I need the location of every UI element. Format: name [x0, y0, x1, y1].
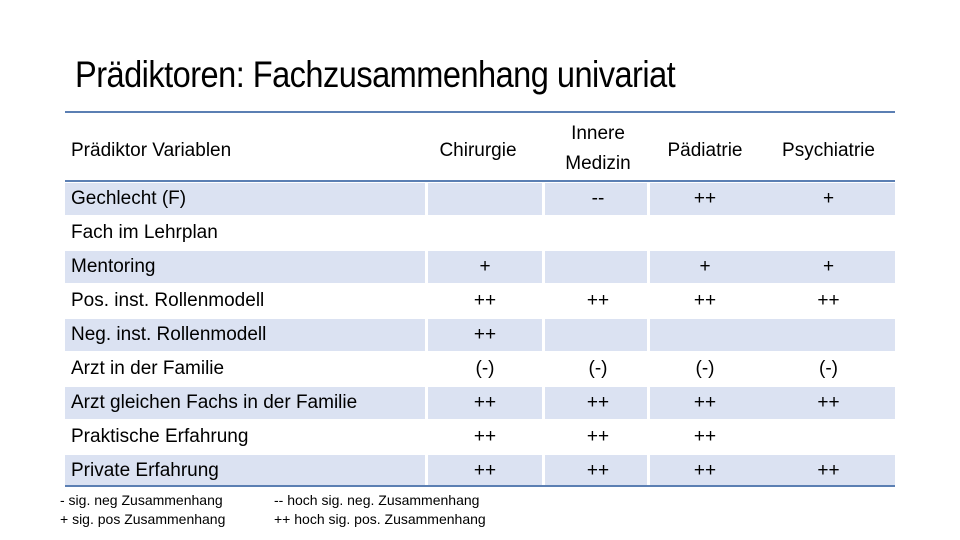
- cell-innere: ++: [586, 290, 610, 311]
- cell-psychiatrie: ++: [817, 460, 840, 481]
- cell-chirurgie: ++: [473, 290, 497, 311]
- cell-innere: [538, 250, 658, 284]
- table-row: [65, 352, 895, 386]
- cell-innere: [538, 216, 658, 250]
- cell-chirurgie: +: [479, 256, 491, 277]
- cell-paediatrie: ++: [693, 392, 717, 413]
- row-label: Fach im Lehrplan: [71, 222, 218, 243]
- row-label: Mentoring: [71, 256, 156, 277]
- legend-left: [60, 491, 225, 529]
- cell-innere: [538, 318, 658, 352]
- cell-psychiatrie: +: [822, 256, 835, 277]
- row-label: Arzt in der Familie: [71, 358, 225, 379]
- cell-psychiatrie: [762, 216, 895, 250]
- cell-psychiatrie: (-): [819, 358, 838, 379]
- table-row: [65, 250, 895, 284]
- cell-innere: ++: [586, 426, 610, 447]
- legend-sig-pos: + sig. pos Zusammenhang: [60, 511, 226, 527]
- cell-innere: (-): [588, 358, 608, 379]
- header-predictor: Prädiktor Variablen: [71, 140, 232, 161]
- row-label: Neg. inst. Rollenmodell: [71, 324, 267, 345]
- cell-paediatrie: (-): [695, 358, 715, 379]
- cell-innere: --: [591, 188, 605, 209]
- cell-chirurgie: [428, 216, 542, 250]
- cell-paediatrie: ++: [693, 426, 717, 447]
- header-innere-line2: Medizin: [565, 153, 631, 174]
- title-divider: [65, 111, 895, 113]
- cell-paediatrie: [648, 216, 762, 250]
- cell-psychiatrie: ++: [817, 392, 840, 413]
- cell-chirurgie: ++: [473, 392, 497, 413]
- cell-psychiatrie: [762, 318, 895, 352]
- row-label: Arzt gleichen Fachs in der Familie: [71, 392, 358, 413]
- table-row: [65, 318, 895, 352]
- table-row: [65, 284, 895, 318]
- slide-title: Prädiktoren: Fachzusammenhang univariat: [75, 54, 676, 95]
- cell-chirurgie: ++: [473, 460, 497, 481]
- row-label: Praktische Erfahrung: [71, 426, 249, 447]
- cell-psychiatrie: +: [822, 188, 835, 209]
- header-innere-line1: Innere: [571, 123, 625, 144]
- legend-high-sig-neg: -- hoch sig. neg. Zusammenhang: [274, 492, 480, 508]
- cell-chirurgie: (-): [475, 358, 495, 379]
- row-label: Gechlecht (F): [71, 188, 187, 209]
- cell-innere: ++: [586, 392, 610, 413]
- cell-paediatrie: ++: [693, 460, 717, 481]
- cell-chirurgie: ++: [473, 324, 497, 345]
- cell-chirurgie: ++: [473, 426, 497, 447]
- row-label: Pos. inst. Rollenmodell: [71, 290, 265, 311]
- row-label: Private Erfahrung: [71, 460, 219, 481]
- cell-paediatrie: ++: [693, 290, 717, 311]
- cell-innere: ++: [586, 460, 610, 481]
- header-psychiatrie: Psychiatrie: [782, 140, 875, 161]
- table-row: [65, 386, 895, 420]
- legend-sig-neg: - sig. neg Zusammenhang: [60, 492, 223, 508]
- table-row: [65, 420, 895, 454]
- table-row: [65, 454, 895, 488]
- legend-high-sig-pos: ++ hoch sig. pos. Zusammenhang: [274, 511, 486, 527]
- cell-paediatrie: [648, 318, 762, 352]
- header-paediatrie: Pädiatrie: [667, 140, 743, 161]
- cell-chirurgie: [428, 182, 542, 216]
- table-row: [65, 216, 895, 250]
- legend-right: [274, 491, 486, 529]
- cell-psychiatrie: ++: [817, 290, 840, 311]
- header-innere-medizin: [538, 119, 658, 179]
- cell-paediatrie: +: [699, 256, 711, 277]
- table-row: [65, 182, 895, 216]
- cell-psychiatrie: [762, 420, 895, 454]
- header-chirurgie: Chirurgie: [439, 140, 517, 161]
- table-bottom-rule: [65, 485, 895, 487]
- cell-paediatrie: ++: [693, 188, 717, 209]
